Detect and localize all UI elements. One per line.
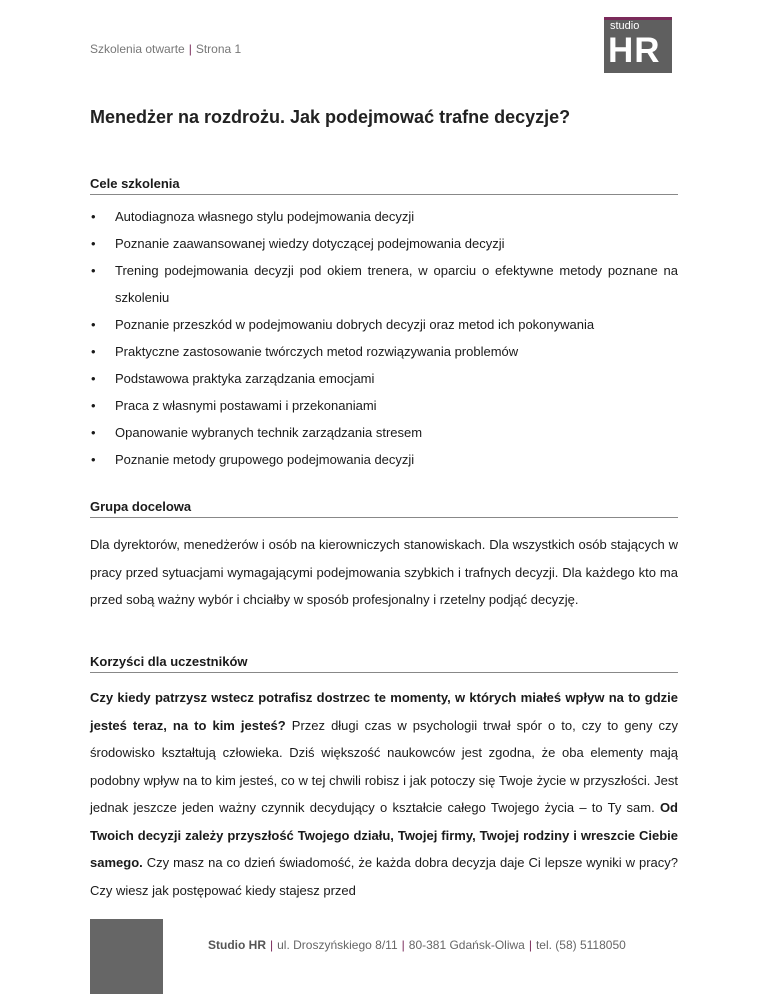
list-item: • Opanowanie wybranych technik zarządzania stresem bbox=[90, 419, 678, 446]
benefits-heading: Korzyści dla uczestników bbox=[90, 654, 678, 673]
footer-address: ul. Droszyńskiego 8/11 bbox=[277, 938, 398, 952]
goals-list bbox=[90, 203, 678, 473]
logo-studio-text: studio bbox=[610, 20, 640, 32]
footer-separator: | bbox=[528, 938, 532, 952]
list-item: • Poznanie zaawansowanej wiedzy dotyczącej podejmowania decyzji bbox=[90, 230, 678, 257]
list-item: • Podstawowa praktyka zarządzania emocjami bbox=[90, 365, 678, 392]
bullet-icon: • bbox=[91, 236, 96, 251]
audience-heading: Grupa docelowa bbox=[90, 499, 678, 518]
header-separator: | bbox=[188, 42, 192, 56]
bullet-icon: • bbox=[91, 344, 96, 359]
footer-separator: | bbox=[401, 938, 405, 952]
benefits-bold-statement: Od Twoich decyzji zależy przyszłość Twojego działu, Twojej firmy, Twojej rodziny i wreszcie Ciebie samego. bbox=[90, 800, 678, 870]
page-footer bbox=[208, 938, 626, 952]
bullet-icon: • bbox=[91, 398, 96, 413]
page-title: Menedżer na rozdrożu. Jak podejmować trafne decyzje? bbox=[90, 107, 571, 127]
list-item: • Poznanie przeszkód w podejmowaniu dobrych decyzji oraz metod ich pokonywania bbox=[90, 311, 678, 338]
list-item: • Trening podejmowania decyzji pod okiem trenera, w oparciu o efektywne metody poznane na szkoleniu bbox=[90, 257, 678, 311]
page-number: Strona 1 bbox=[195, 42, 242, 56]
bullet-icon: • bbox=[91, 371, 96, 386]
audience-text: Dla dyrektorów, menedżerów i osób na kierowniczych stanowiskach. Dla wszystkich osób stających w pracy przed sytuacjami wymagającymi podejmowania szybkich i trafnych decyzji. Dla każdego kto ma przed sobą ważny wybór i chciałby w sposób profesjonalny i rzetelny podjąć decyzję. bbox=[90, 537, 678, 607]
benefits-bold-question: Czy kiedy patrzysz wstecz potrafisz dostrzec te momenty, w których miałeś wpływ na to gdzie jesteś teraz, na to kim jesteś? bbox=[90, 690, 678, 733]
list-item: • Praca z własnymi postawami i przekonaniami bbox=[90, 392, 678, 419]
logo-hr-text: HR bbox=[608, 31, 661, 70]
footer-decor-box bbox=[90, 919, 163, 994]
footer-phone: tel. (58) 5118050 bbox=[535, 938, 626, 952]
benefits-body-2: Czy masz na co dzień świadomość, że każda dobra decyzja daje Ci lepsze wyniki w pracy? Czy wiesz jak postępować kiedy stajesz przed bbox=[90, 855, 678, 898]
benefits-text bbox=[90, 684, 678, 904]
studio-hr-logo bbox=[604, 17, 672, 73]
footer-separator: | bbox=[270, 938, 274, 952]
bullet-icon: • bbox=[91, 263, 96, 278]
list-item: • Praktyczne zastosowanie twórczych metod rozwiązywania problemów bbox=[90, 338, 678, 365]
benefits-body-1: Przez długi czas w psychologii trwał spór o to, czy to geny czy środowisko kształtują człowieka. Dziś większość naukowców jest zgodna, że oba elementy mają podobny wpływ na to kim jesteś, co w tej chwili robisz i jak potoczy się Twoje życie w przyszłości. Jest jednak jeszcze jeden ważny czynnik decydujący o kształcie całego Twojego życia – to Ty sam. bbox=[90, 717, 678, 815]
bullet-icon: • bbox=[91, 425, 96, 440]
bullet-icon: • bbox=[91, 452, 96, 467]
list-item: • Autodiagnoza własnego stylu podejmowania decyzji bbox=[90, 203, 678, 230]
footer-city: 80-381 Gdańsk-Oliwa bbox=[408, 938, 525, 952]
goals-heading: Cele szkolenia bbox=[90, 176, 678, 195]
list-item: • Poznanie metody grupowego podejmowania decyzji bbox=[90, 446, 678, 473]
footer-company: Studio HR bbox=[208, 938, 266, 952]
header-section-label: Szkolenia otwarte bbox=[90, 42, 185, 56]
bullet-icon: • bbox=[91, 317, 96, 332]
bullet-icon: • bbox=[91, 209, 96, 224]
page-header bbox=[90, 42, 241, 56]
